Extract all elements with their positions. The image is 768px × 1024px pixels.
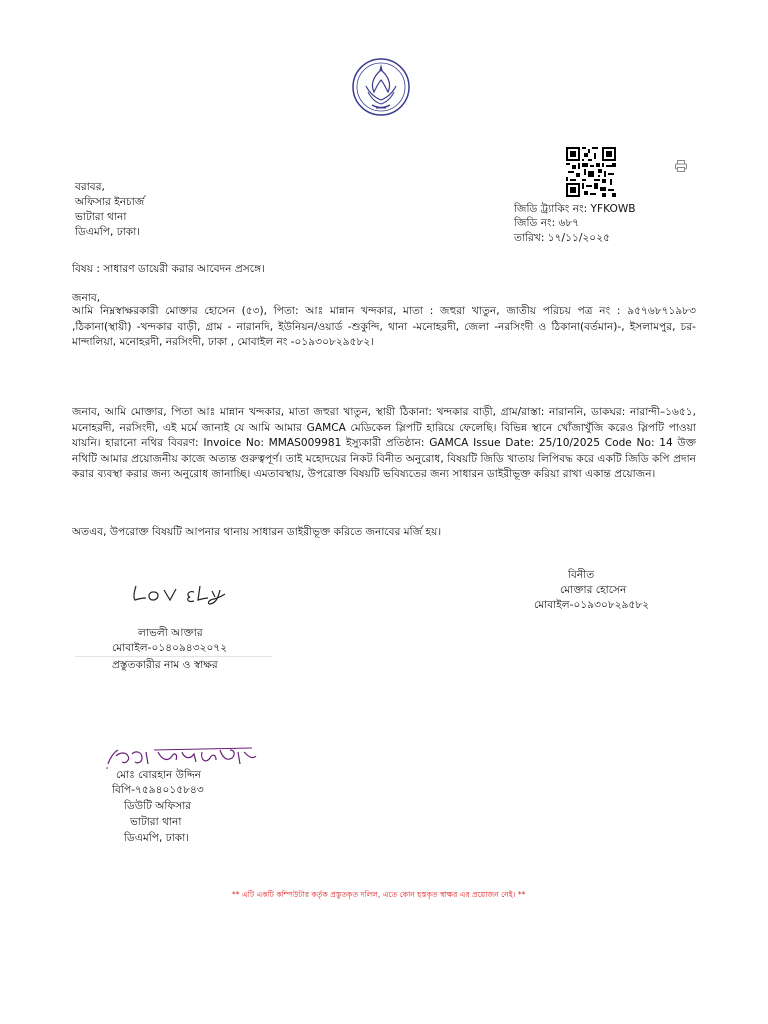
recipient-line-4: ডিএমপি, ঢাকা। [75,226,141,238]
officer-unit: ডিএমপি, ঢাকা। [124,832,190,844]
preparer-signature [128,578,232,606]
printer-icon[interactable] [674,158,688,172]
preparer-caption: প্রস্তুতকারীর নাম ও স্বাক্ষর [112,659,218,671]
gd-tracking-number: জিডি ট্র্যাকিং নং: YFKOWB [514,203,636,215]
qr-code-icon [566,147,616,197]
officer-station: ভাটারা থানা [130,816,182,828]
applicant-mobile: মোবাইল-০১৯৩০৮২৯৫৮২ [534,599,650,611]
subject-line: বিষয় : সাধারণ ডায়েরী করার আবেদন প্রসঙ্গে। [72,263,265,275]
recipient-line-3: ভাটারা থানা [75,211,127,223]
recipient-line-1: বরাবর, [75,181,105,193]
gd-number: জিডি নং: ৬৮৭ [514,217,580,229]
closing-request: অতএব, উপরোক্ত বিষয়টি আপনার থানায় সাধারন ডাইরীভূক্ত করিতে জনাবের মর্জি হয়। [72,526,442,538]
salutation: জনাব, [72,292,101,304]
gd-date: তারিখ: ১৭/১১/২০২৫ [514,232,610,244]
recipient-line-2: অফিসার ইনচার্জ [75,196,145,208]
officer-designation: ডিউটি অফিসার [124,800,192,812]
preparer-mobile: মোবাইল-০১৪০৯৪৩২০৭২ [112,642,228,654]
computer-generated-notice: ** এটি একটি কম্পিউটার কর্তৃক প্রস্তুতকৃত দলিল, এতে কোন হস্তকৃত স্বাক্ষর এর প্রয়োজন নেই। ** [232,890,526,899]
officer-name: মোঃ বোরহান উদ্দিন [116,769,202,781]
police-emblem-icon [350,56,412,118]
preparer-name: লাভলী আক্তার [138,627,203,639]
statement-paragraph: জনাব, আমি মোক্তার, পিতা আঃ মান্নান খন্দকার, মাতা জহুরা খাতুন, স্থায়ী ঠিকানা: খন্দকার বাড়ী, গ্রাম/রাস্তা: নারাননি, ডাকঘর: নারান্দী–১৬৫১, মনোহরদী, নরসিংদী, এই মর্মে জানাই যে আমি আমার GAMCA মেডিকেল স্লিপটি হারিয়ে ফেলেছি। বিভিন্ন স্থানে খোঁজাখুঁজি করেও স্লিপটি পাওয়া যায়নি। হারানো নথির বিবরণ: Invoice No: MMAS009981 ইস্যুকারী প্রতিষ্ঠান: GAMCA Issue Date: 25/10/2025 Code No: 14 উক্ত নথিটি আমার প্রয়োজনীয় কাজে অত্যন্ত গুরুত্বপূর্ণ। তাই মহোদয়ের নিকট বিনীত অনুরোধ, বিষয়টি জিডি খাতায় লিপিবদ্ধ করে একটি জিডি কপি প্রদান করার ব্যবস্থা করার জন্য অনুরোধ জানাচ্ছি। এমতাবস্থায়, উপরোক্ত বিষয়টি ভবিষ্যতের জন্য সাধারন ডাইরীভূক্ত করিয়া রাখা একান্ত প্রয়োজন। [72,406,696,481]
signature-rule [75,656,272,657]
applicant-details-paragraph: আমি নিম্নস্বাক্ষরকারী মোক্তার হোসেন (৫৩), পিতা: আঃ মান্নান খন্দকার, মাতা : জহুরা খাতুন, জাতীয় পরিচয় পত্র নং : ৯৫৭৬৮৭১৯৮৩ ,ঠিকানা(স্থায়ী) -খন্দকার বাড়ী, গ্রাম - নারানদি, ইউনিয়ন/ওয়ার্ড -শুকুন্দি, থানা -মনোহরদী, জেলা -নরসিংদী ও ঠিকানা(বর্তমান)-, ইসলামপুর, চর-মান্দালিয়া, মনোহরদী, নরসিংদী, ঢাকা , মোবাইল নং -০১৯৩০৮২৯৫৮২। [72,305,696,349]
applicant-name: মোক্তার হোসেন [560,584,627,596]
regards-label: বিনীত [568,569,595,581]
officer-bp-number: বিপি-৭৫৯৪০১৫৮৪৩ [112,784,204,796]
